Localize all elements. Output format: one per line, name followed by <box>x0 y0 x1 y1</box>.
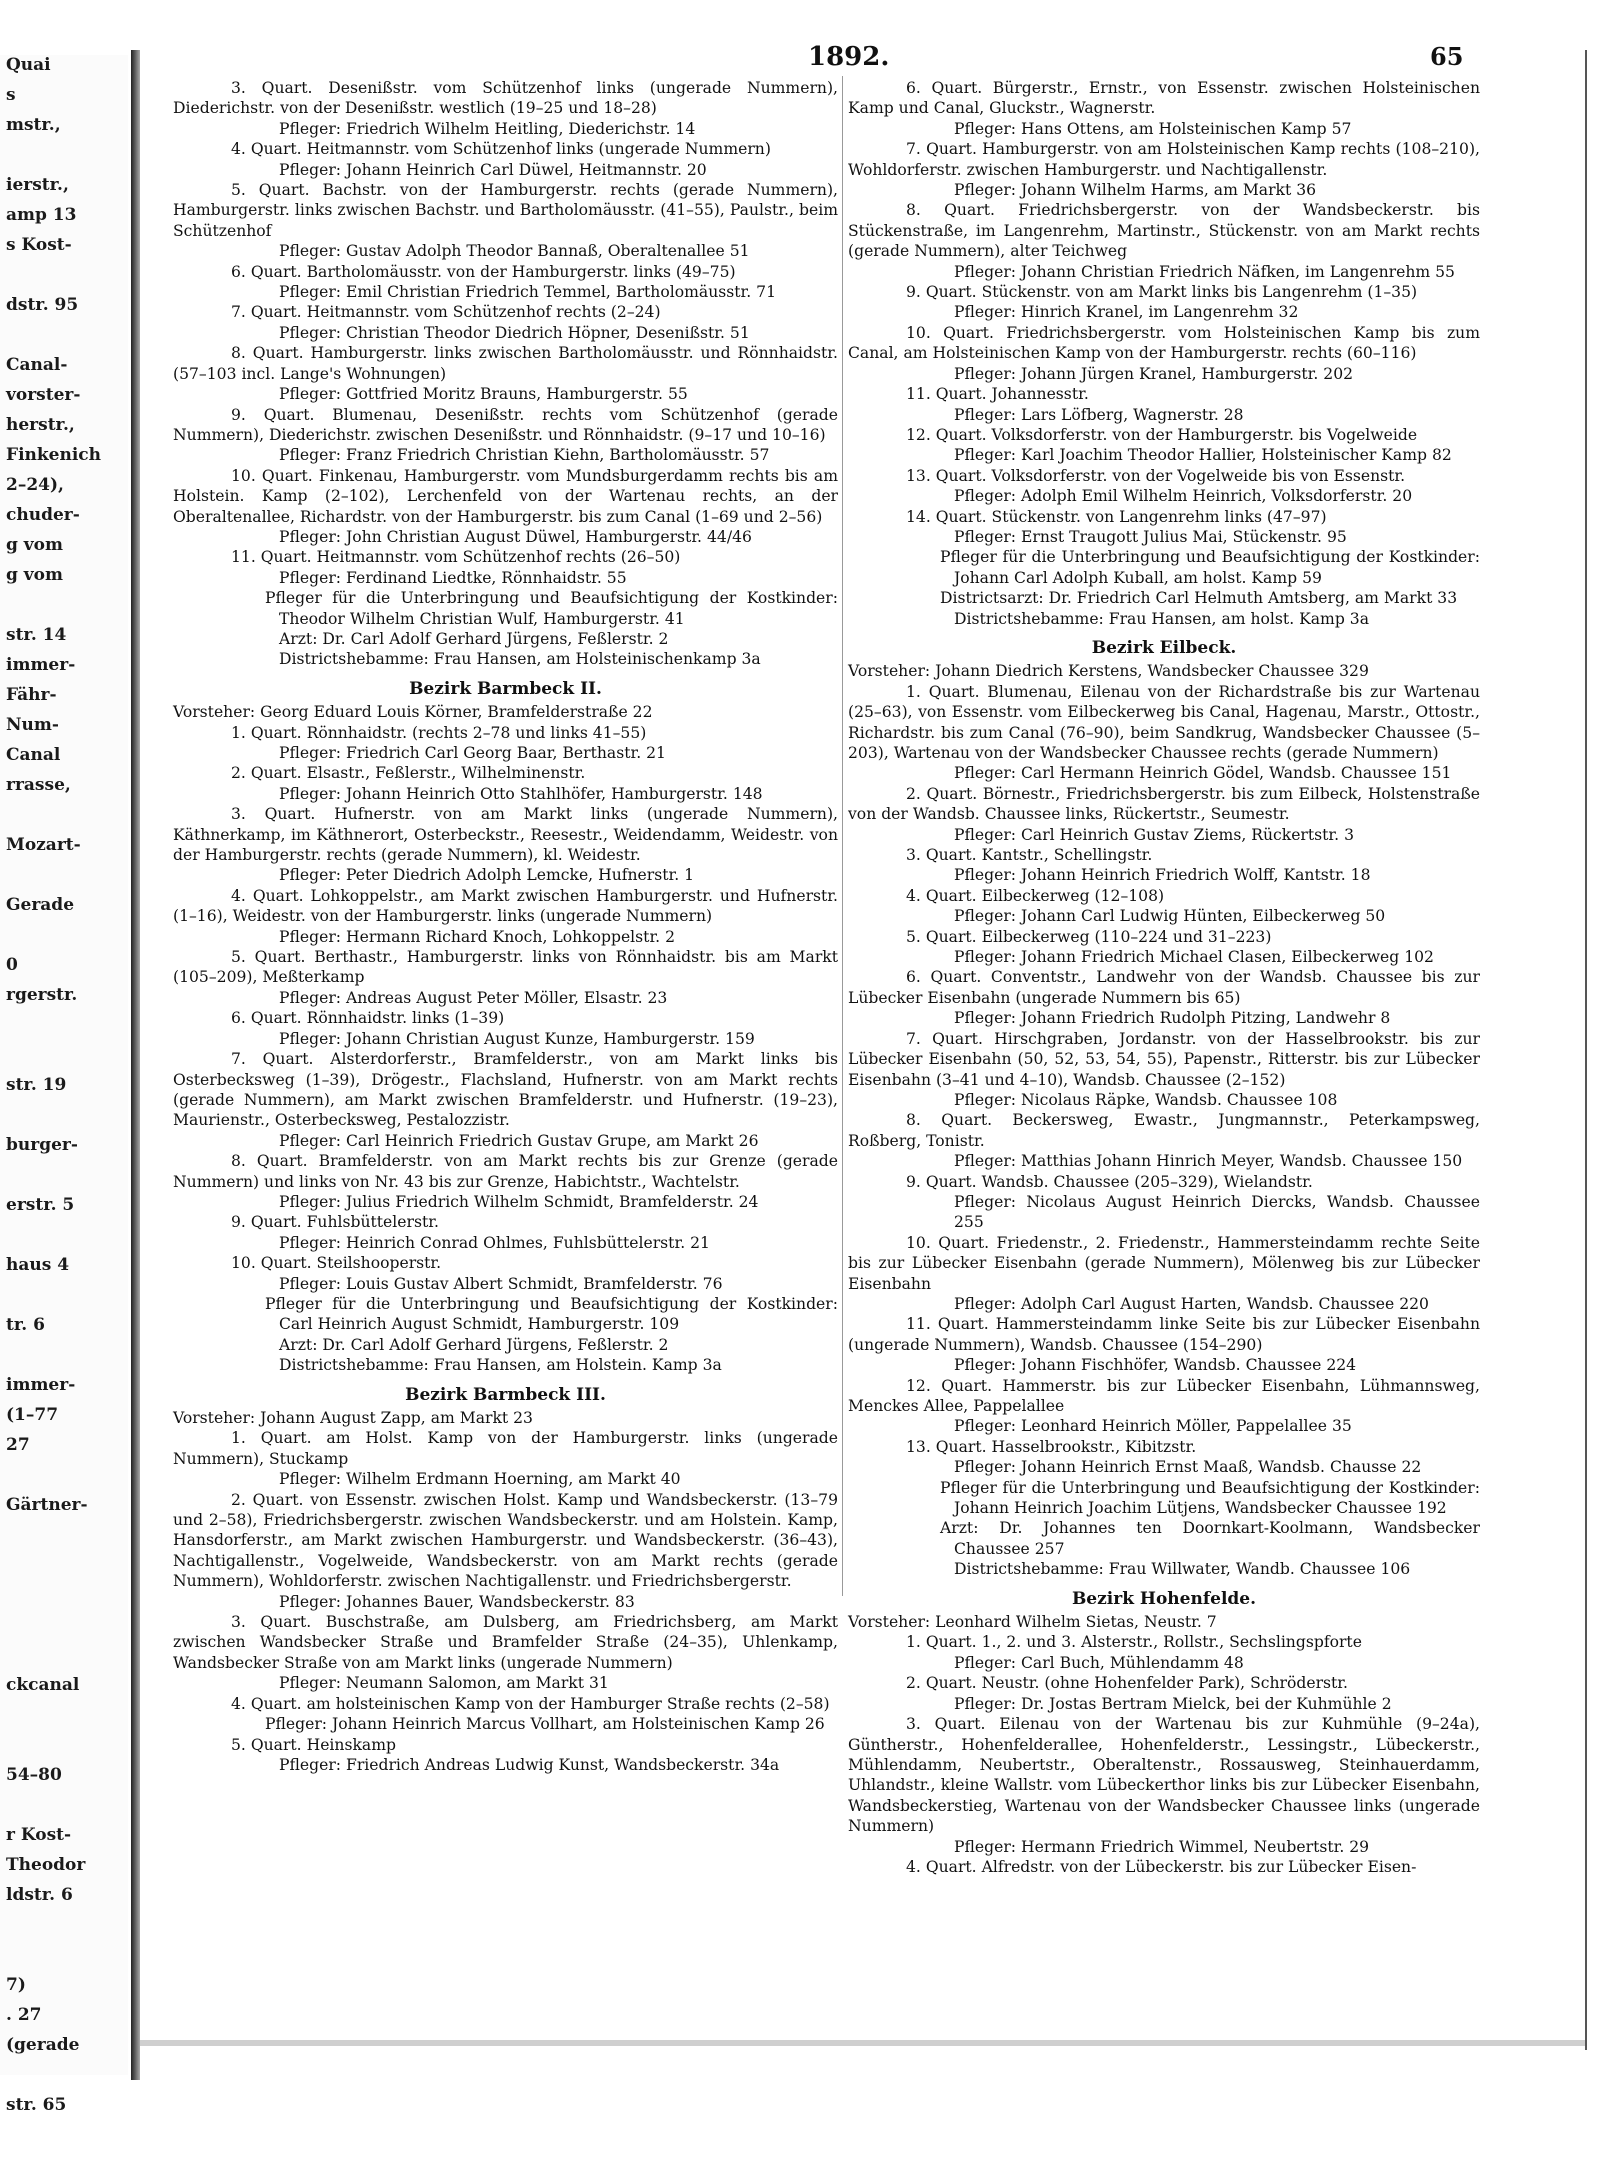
quarter-entry: 9. Quart. Stückenstr. von am Markt links bis Langenrehm (1–35) <box>906 283 1418 302</box>
vorsteher-line: Vorsteher: Georg Eduard Louis Körner, Bramfelderstraße 22 <box>173 703 653 722</box>
page-number: 65 <box>1430 42 1464 71</box>
quarter-entry: 7. Quart. Heitmannstr. vom Schützenhof rechts (2–24) <box>231 303 661 322</box>
quarter-entry: 3. Quart. Hufnerstr. von am Markt links (ungerade Nummern), Käthnerkamp, im Käthnerort, Osterbeckstr., Reesestr., Weidendamm, Weidestr. von der Hamburgerstr. rechts (gerade Nummern), kl. Weidestr. <box>173 805 838 865</box>
facing-page-text: mstr., <box>6 115 61 135</box>
pfleger-line: Pfleger: Nicolaus Räpke, Wandsb. Chaussee 108 <box>954 1090 1338 1109</box>
pfleger-line: Pfleger: Johann Wilhelm Harms, am Markt 36 <box>954 181 1317 200</box>
page-bottom-edge <box>140 2040 1585 2046</box>
pfleger-line: Pfleger: Friedrich Wilhelm Heitling, Diederichstr. 14 <box>279 119 696 138</box>
facing-page-text: rgerstr. <box>6 985 78 1005</box>
facing-page-text: 7) <box>6 1975 26 1995</box>
quarter-entry: 10. Quart. Friedrichsbergerstr. vom Holsteinischen Kamp bis zum Canal, am Holsteinischen Kamp von der Hamburgerstr. rechts (60–116) <box>848 323 1480 363</box>
facing-page-text: dstr. 95 <box>6 295 79 315</box>
pfleger-line: Pfleger: Louis Gustav Albert Schmidt, Bramfelderstr. 76 <box>279 1274 723 1293</box>
official-line: Pfleger für die Unterbringung und Beaufsichtigung der Kostkinder: Carl Heinrich August Schmidt, Hamburgerstr. 109 <box>265 1294 838 1334</box>
pfleger-line: Districtshebamme: Frau Hansen, am Holstein. Kamp 3a <box>279 1356 722 1375</box>
quarter-entry: 6. Quart. Bartholomäusstr. von der Hamburgerstr. links (49–75) <box>231 262 736 281</box>
district-heading: Bezirk Barmbeck III. <box>405 1384 606 1405</box>
pfleger-line: Arzt: Dr. Carl Adolf Gerhard Jürgens, Feßlerstr. 2 <box>279 1335 669 1354</box>
pfleger-line: Districtshebamme: Frau Hansen, am holst. Kamp 3a <box>954 609 1369 628</box>
facing-page-text: Mozart- <box>6 835 81 855</box>
quarter-entry: 3. Quart. Kantstr., Schellingstr. <box>906 846 1153 865</box>
pfleger-line: Pfleger: Nicolaus August Heinrich Diercks, Wandsb. Chaussee 255 <box>954 1192 1480 1232</box>
quarter-entry: 8. Quart. Friedrichsbergerstr. von der Wandsbeckerstr. bis Stückenstraße, im Langenrehm, Martinstr., Stückenstr. von am Markt rechts (gerade Nummern), alter Teichweg <box>848 201 1480 261</box>
facing-page-text: 54–80 <box>6 1765 62 1785</box>
facing-page-text: 2–24), <box>6 475 64 495</box>
pfleger-line: Pfleger: Carl Buch, Mühlendamm 48 <box>954 1653 1244 1672</box>
facing-page-text: haus 4 <box>6 1255 70 1275</box>
facing-page-text: ldstr. 6 <box>6 1885 73 1905</box>
quarter-entry: 1. Quart. Blumenau, Eilenau von der Richardstraße bis zur Wartenau (25–63), von Essenstr. vom Eilbeckerweg bis Canal, Hagenau, Marstr., Ottostr., Richardstr. bis zum Canal (76–90), beim Sandkrug, Wandsbecker Chaussee (5–203), Wartenau von der Wandsbecker Chaussee rechts (gerade Nummern) <box>848 682 1480 762</box>
facing-page-fragment <box>0 55 128 2115</box>
pfleger-line: Pfleger: Dr. Jostas Bertram Mielck, bei der Kuhmühle 2 <box>954 1694 1392 1713</box>
quarter-entry: 2. Quart. Neustr. (ohne Hohenfelder Park), Schröderstr. <box>906 1674 1349 1693</box>
quarter-entry: 1. Quart. Rönnhaidstr. (rechts 2–78 und links 41–55) <box>231 723 647 742</box>
facing-page-text: 0 <box>6 955 18 975</box>
quarter-entry: 3. Quart. Buschstraße, am Dulsberg, am Friedrichsberg, am Markt zwischen Wandsbecker Straße und Bramfelder Straße (24–35), Uhlenkamp, Wandsbecker Straße von am Markt links (ungerade Nummern) <box>173 1613 838 1672</box>
facing-page-text: erstr. 5 <box>6 1195 75 1215</box>
quarter-entry: 2. Quart. Börnestr., Friedrichsbergerstr. bis zum Eilbeck, Holstenstraße von der Wandsb. Chaussee links, Rückertstr., Seumestr. <box>848 784 1480 824</box>
facing-page-text: . 27 <box>6 2005 42 2025</box>
pfleger-line: Pfleger: Johann Carl Ludwig Hünten, Eilbeckerweg 50 <box>954 907 1386 926</box>
official-line: Pfleger für die Unterbringung und Beaufsichtigung der Kostkinder: Johann Carl Adolph Kuball, am holst. Kamp 59 <box>940 548 1480 587</box>
facing-page-text: str. 19 <box>6 1075 67 1095</box>
official-line: Arzt: Dr. Johannes ten Doornkart-Koolmann, Wandsbecker Chaussee 257 <box>940 1519 1480 1558</box>
quarter-entry: 2. Quart. Elsastr., Feßlerstr., Wilhelminenstr. <box>231 764 586 783</box>
pfleger-line: Pfleger: Johannes Bauer, Wandsbeckerstr. 83 <box>279 1592 635 1611</box>
pfleger-line: Pfleger: Friedrich Carl Georg Baar, Berthastr. 21 <box>279 744 666 762</box>
quarter-entry: 4. Quart. am holsteinischen Kamp von der Hamburger Straße rechts (2–58) <box>231 1694 830 1713</box>
pfleger-line: Pfleger: Julius Friedrich Wilhelm Schmidt, Bramfelderstr. 24 <box>279 1192 759 1211</box>
facing-page-text: chuder- <box>6 505 80 525</box>
facing-page-text: Canal- <box>6 355 68 375</box>
quarter-entry: 12. Quart. Volksdorferstr. von der Hamburgerstr. bis Vogelweide <box>906 425 1418 444</box>
quarter-entry: 3. Quart. Eilenau von der Wartenau bis zur Kuhmühle (9–24a), Güntherstr., Hohenfelderallee, Hohenfelderstr., Lessingstr., Lübeckerstr., Mühlendamm, Neubertstr., Oberaltenstr., Rossausweg, Steinhauerdamm, Uhlandstr., kleine Wallstr. vom Lübeckerthor links bis zur Lübecker Eisenbahn, Wandsbeckerstieg, Wartenau von der Wandsbecker Chaussee links (ungerade Nummern) <box>848 1715 1480 1836</box>
quarter-entry: 14. Quart. Stückenstr. von Langenrehm links (47–97) <box>906 507 1327 526</box>
pfleger-line: Pfleger: Johann Friedrich Rudolph Pitzing, Landwehr 8 <box>954 1009 1391 1028</box>
quarter-entry: 9. Quart. Blumenau, Desenißstr. rechts vom Schützenhof (gerade Nummern), Diederichstr. zwischen Desenißstr. und Rönnhaidstr. (9–17 und 10–16) <box>173 405 838 444</box>
quarter-entry: 1. Quart. 1., 2. und 3. Alsterstr., Rollstr., Sechslingspforte <box>906 1633 1362 1652</box>
facing-page-text: (1–77 <box>6 1405 59 1425</box>
facing-page-text: Fähr- <box>6 685 57 705</box>
quarter-entry: 9. Quart. Wandsb. Chaussee (205–329), Wielandstr. <box>906 1172 1313 1191</box>
official-line: Districtsarzt: Dr. Friedrich Carl Helmuth Amtsberg, am Markt 33 <box>940 589 1458 608</box>
pfleger-line: Pfleger: Lars Löfberg, Wagnerstr. 28 <box>954 405 1244 424</box>
facing-page-text: herstr., <box>6 415 75 435</box>
quarter-entry: 7. Quart. Alsterdorferstr., Bramfelderstr., von am Markt links bis Osterbecksweg (1–39), Drögestr., Flachsland, Hufnerstr. von am Markt rechts (gerade Nummern), am Markt zwischen Bramfelderstr. und Hufnerstr. (19–23), Maurienstr., Osterbecksweg, Pestalozzistr. <box>173 1050 838 1130</box>
facing-page-text: (gerade <box>6 2035 80 2055</box>
facing-page-text: amp 13 <box>6 205 77 225</box>
facing-page-text: r Kost- <box>6 1825 72 1845</box>
pfleger-line: Pfleger: Peter Diedrich Adolph Lemcke, Hufnerstr. 1 <box>279 866 695 885</box>
district-heading: Bezirk Eilbeck. <box>1091 637 1237 658</box>
facing-page-text: burger- <box>6 1135 78 1155</box>
facing-page-text: str. 65 <box>6 2095 67 2115</box>
facing-page-text: Theodor <box>6 1855 86 1875</box>
facing-page-text: Quai <box>6 55 51 75</box>
quarter-entry: 5. Quart. Berthastr., Hamburgerstr. links von Rönnhaidstr. bis am Markt (105–209), Meßterkamp <box>173 948 838 987</box>
pfleger-line: Pfleger: Hinrich Kranel, im Langenrehm 32 <box>954 303 1299 322</box>
pfleger-line: Pfleger: Adolph Emil Wilhelm Heinrich, Volksdorferstr. 20 <box>954 487 1413 506</box>
quarter-entry: 5. Quart. Heinskamp <box>231 1735 396 1754</box>
pfleger-line: Pfleger: Johann Heinrich Ernst Maaß, Wandsb. Chausse 22 <box>954 1458 1422 1477</box>
pfleger-line: Pfleger: Ferdinand Liedtke, Rönnhaidstr. 55 <box>279 568 627 587</box>
quarter-entry: 8. Quart. Hamburgerstr. links zwischen Bartholomäusstr. und Rönnhaidstr. (57–103 incl. Lange's Wohnungen) <box>173 344 838 383</box>
quarter-entry: 7. Quart. Hirschgraben, Jordanstr. von der Hasselbrookstr. bis zur Lübecker Eisenbahn (50, 52, 53, 54, 55), Papenstr., Ritterstr. bis zur Lübecker Eisenbahn (3–41 und 4–10), Wandsb. Chaussee (2–152) <box>848 1029 1480 1089</box>
pfleger-line: Pfleger: Hermann Friedrich Wimmel, Neubertstr. 29 <box>954 1837 1370 1856</box>
official-line: Pfleger: Johann Heinrich Marcus Vollhart, am Holsteinischen Kamp 26 <box>265 1715 825 1734</box>
quarter-entry: 4. Quart. Alfredstr. von der Lübeckerstr. bis zur Lübecker Eisen- <box>906 1857 1417 1876</box>
quarter-entry: 8. Quart. Beckersweg, Ewastr., Jungmannstr., Peterkampsweg, Roßberg, Tonistr. <box>848 1111 1480 1150</box>
pfleger-line: Pfleger: Johann Heinrich Carl Düwel, Heitmannstr. 20 <box>279 160 707 179</box>
facing-page-text: g vom <box>6 535 64 555</box>
pfleger-line: Pfleger: Gottfried Moritz Brauns, Hamburgerstr. 55 <box>279 385 688 404</box>
pfleger-line: Districtshebamme: Frau Willwater, Wandb. Chaussee 106 <box>954 1560 1411 1579</box>
quarter-entry: 5. Quart. Eilbeckerweg (110–224 und 31–223) <box>906 927 1272 946</box>
pfleger-line: Pfleger: Johann Heinrich Friedrich Wolff, Kantstr. 18 <box>954 866 1371 885</box>
pfleger-line: Pfleger: Hans Ottens, am Holsteinischen Kamp 57 <box>954 119 1352 138</box>
pfleger-line: Pfleger: Johann Jürgen Kranel, Hamburgerstr. 202 <box>954 364 1354 383</box>
quarter-entry: 11. Quart. Johannesstr. <box>906 385 1089 404</box>
quarter-entry: 13. Quart. Hasselbrookstr., Kibitzstr. <box>906 1437 1197 1456</box>
district-heading: Bezirk Barmbeck II. <box>409 678 602 699</box>
quarter-entry: 7. Quart. Hamburgerstr. von am Holsteinischen Kamp rechts (108–210), Wohldorferstr. zwischen Hamburgerstr. und Nachtigallenstr. <box>848 140 1480 179</box>
facing-page-text: Gärtner- <box>6 1495 88 1515</box>
facing-page-text: ckcanal <box>6 1675 80 1695</box>
facing-page-text: Num- <box>6 715 59 735</box>
official-line: Pfleger für die Unterbringung und Beaufsichtigung der Kostkinder: Theodor Wilhelm Christian Wulf, Hamburgerstr. 41 <box>265 589 838 628</box>
pfleger-line: Pfleger: Johann Fischhöfer, Wandsb. Chaussee 224 <box>954 1356 1357 1375</box>
pfleger-line: Pfleger: John Christian August Düwel, Hamburgerstr. 44/46 <box>279 527 752 546</box>
quarter-entry: 10. Quart. Steilshooperstr. <box>231 1254 442 1273</box>
quarter-entry: 4. Quart. Heitmannstr. vom Schützenhof links (ungerade Nummern) <box>231 140 771 159</box>
right-column <box>848 78 1480 1877</box>
quarter-entry: 6. Quart. Conventstr., Landwehr von der Wandsb. Chaussee bis zur Lübecker Eisenbahn (ungerade Nummern bis 65) <box>848 968 1480 1007</box>
quarter-entry: 3. Quart. Desenißstr. vom Schützenhof links (ungerade Nummern), Diederichstr. von der Desenißstr. westlich (19–25 und 18–28) <box>173 79 838 118</box>
page-edge <box>1585 50 1587 2050</box>
pfleger-line: Pfleger: Johann Christian August Kunze, Hamburgerstr. 159 <box>279 1029 755 1048</box>
pfleger-line: Pfleger: Christian Theodor Diedrich Höpner, Desenißstr. 51 <box>279 323 750 342</box>
pfleger-line: Pfleger: Ernst Traugott Julius Mai, Stückenstr. 95 <box>954 527 1347 546</box>
pfleger-line: Pfleger: Johann Heinrich Otto Stahlhöfer, Hamburgerstr. 148 <box>279 784 763 803</box>
pfleger-line: Pfleger: Heinrich Conrad Ohlmes, Fuhlsbüttelerstr. 21 <box>279 1233 710 1252</box>
quarter-entry: 5. Quart. Bachstr. von der Hamburgerstr. rechts (gerade Nummern), Hamburgerstr. links zwischen Bachstr. und Bartholomäusstr. (41–55), Paulstr., beim Schützenhof <box>173 181 838 240</box>
pfleger-line: Pfleger: Franz Friedrich Christian Kiehn, Bartholomäusstr. 57 <box>279 446 770 465</box>
vorsteher-line: Vorsteher: Johann August Zapp, am Markt 23 <box>173 1409 533 1427</box>
pfleger-line: Pfleger: Karl Joachim Theodor Hallier, Holsteinischer Kamp 82 <box>954 446 1452 465</box>
pfleger-line: Pfleger: Andreas August Peter Möller, Elsastr. 23 <box>279 988 668 1007</box>
quarter-entry: 8. Quart. Bramfelderstr. von am Markt rechts bis zur Grenze (gerade Nummern) und links von Nr. 43 bis zur Grenze, Habichtstr., Wachtelstr. <box>173 1152 838 1191</box>
quarter-entry: 11. Quart. Heitmannstr. vom Schützenhof rechts (26–50) <box>231 548 681 567</box>
facing-page-text: Gerade <box>6 895 75 915</box>
quarter-entry: 13. Quart. Volksdorferstr. von der Vogelweide bis von Essenstr. <box>906 466 1406 485</box>
quarter-entry: 1. Quart. am Holst. Kamp von der Hamburgerstr. links (ungerade Nummern), Stuckamp <box>173 1429 838 1468</box>
facing-page-text: 27 <box>6 1435 30 1455</box>
quarter-entry: 10. Quart. Friedenstr., 2. Friedenstr., Hammersteindamm rechte Seite bis zur Lübecker Eisenbahn (gerade Nummern), Mölenweg bis zur Lübecker Eisenbahn <box>848 1233 1480 1293</box>
quarter-entry: 4. Quart. Eilbeckerweg (12–108) <box>906 886 1165 905</box>
facing-page-text: str. 14 <box>6 625 67 645</box>
facing-page-text: immer- <box>6 655 76 675</box>
facing-page-text: ierstr., <box>6 175 69 195</box>
quarter-entry: 6. Quart. Bürgerstr., Ernstr., von Essenstr. zwischen Holsteinischen Kamp und Canal, Gluckstr., Wagnerstr. <box>848 79 1480 118</box>
district-heading: Bezirk Hohenfelde. <box>1071 1588 1257 1609</box>
vorsteher-line: Vorsteher: Leonhard Wilhelm Sietas, Neustr. 7 <box>848 1613 1217 1632</box>
facing-page-text: Canal <box>6 745 61 765</box>
pfleger-line: Pfleger: Matthias Johann Hinrich Meyer, Wandsb. Chaussee 150 <box>954 1152 1463 1171</box>
facing-page-text: vorster- <box>6 385 81 405</box>
pfleger-line: Pfleger: Johann Friedrich Michael Clasen, Eilbeckerweg 102 <box>954 948 1434 967</box>
facing-page-text: s <box>6 85 16 105</box>
quarter-entry: 10. Quart. Finkenau, Hamburgerstr. vom Mundsburgerdamm rechts bis am Holstein. Kamp (2–102), Lerchenfeld von der Wartenau rechts, an der Oberaltenallee, Richardstr. von der Hamburgerstr. bis zum Canal (1–69 und 2–56) <box>173 466 838 526</box>
facing-page-text: tr. 6 <box>6 1315 45 1335</box>
pfleger-line: Districtshebamme: Frau Hansen, am Holsteinischenkamp 3a <box>279 650 761 669</box>
pfleger-line: Pfleger: Gustav Adolph Theodor Bannaß, Oberaltenallee 51 <box>279 242 750 261</box>
facing-page-text: immer- <box>6 1375 76 1395</box>
quarter-entry: 12. Quart. Hammerstr. bis zur Lübecker Eisenbahn, Lühmannsweg, Menckes Allee, Pappelallee <box>848 1376 1480 1415</box>
pfleger-line: Pfleger: Leonhard Heinrich Möller, Pappelallee 35 <box>954 1417 1352 1436</box>
quarter-entry: 6. Quart. Rönnhaidstr. links (1–39) <box>231 1009 505 1028</box>
book-gutter <box>131 50 140 2080</box>
pfleger-line: Pfleger: Friedrich Andreas Ludwig Kunst, Wandsbeckerstr. 34a <box>279 1755 780 1774</box>
pfleger-line: Pfleger: Emil Christian Friedrich Temmel, Bartholomäusstr. 71 <box>279 283 777 302</box>
pfleger-line: Pfleger: Adolph Carl August Harten, Wandsb. Chaussee 220 <box>954 1294 1429 1313</box>
facing-page-text: rrasse, <box>6 775 71 795</box>
quarter-entry: 11. Quart. Hammersteindamm linke Seite bis zur Lübecker Eisenbahn (ungerade Nummern), Wandsb. Chaussee (154–290) <box>848 1315 1480 1354</box>
running-head-year: 1892. <box>808 42 890 72</box>
facing-page-text: s Kost- <box>6 235 72 255</box>
facing-page-text: Finkenich <box>6 445 102 465</box>
facing-page-text: g vom <box>6 565 64 585</box>
pfleger-line: Arzt: Dr. Carl Adolf Gerhard Jürgens, Feßlerstr. 2 <box>279 629 669 648</box>
quarter-entry: 4. Quart. Lohkoppelstr., am Markt zwischen Hamburgerstr. und Hufnerstr. (1–16), Weidestr. von der Hamburgerstr. links (ungerade Nummern) <box>173 886 838 926</box>
pfleger-line: Pfleger: Hermann Richard Knoch, Lohkoppelstr. 2 <box>279 927 676 946</box>
quarter-entry: 9. Quart. Fuhlsbüttelerstr. <box>231 1213 439 1232</box>
pfleger-line: Pfleger: Wilhelm Erdmann Hoerning, am Markt 40 <box>279 1470 681 1489</box>
column-divider <box>842 76 843 1596</box>
quarter-entry: 2. Quart. von Essenstr. zwischen Holst. Kamp und Wandsbeckerstr. (13–79 und 2–58), Friedrichsbergerstr. zwischen Wandsbeckerstr. und am Holstein. Kamp, Hansdorferstr., am Markt zwischen Hamburgerstr. und Wandsbeckerstr. (36–43), Nachtigallenstr., Vogelweide, Wandsbeckerstr. von am Markt rechts (gerade Nummern), Wohldorferstr. zwischen Nachtigallenstr. und Friedrichsbergerstr. <box>173 1490 838 1591</box>
vorsteher-line: Vorsteher: Johann Diedrich Kerstens, Wandsbecker Chaussee 329 <box>848 662 1369 681</box>
pfleger-line: Pfleger: Neumann Salomon, am Markt 31 <box>279 1674 609 1693</box>
pfleger-line: Pfleger: Carl Heinrich Friedrich Gustav Grupe, am Markt 26 <box>279 1131 759 1150</box>
left-column <box>173 78 838 1775</box>
pfleger-line: Pfleger: Carl Heinrich Gustav Ziems, Rückertstr. 3 <box>954 825 1355 844</box>
official-line: Pfleger für die Unterbringung und Beaufsichtigung der Kostkinder: Johann Heinrich Joachim Lütjens, Wandsbecker Chaussee 192 <box>940 1478 1480 1518</box>
pfleger-line: Pfleger: Johann Christian Friedrich Näfken, im Langenrehm 55 <box>954 262 1455 281</box>
pfleger-line: Pfleger: Carl Hermann Heinrich Gödel, Wandsb. Chaussee 151 <box>954 764 1452 783</box>
